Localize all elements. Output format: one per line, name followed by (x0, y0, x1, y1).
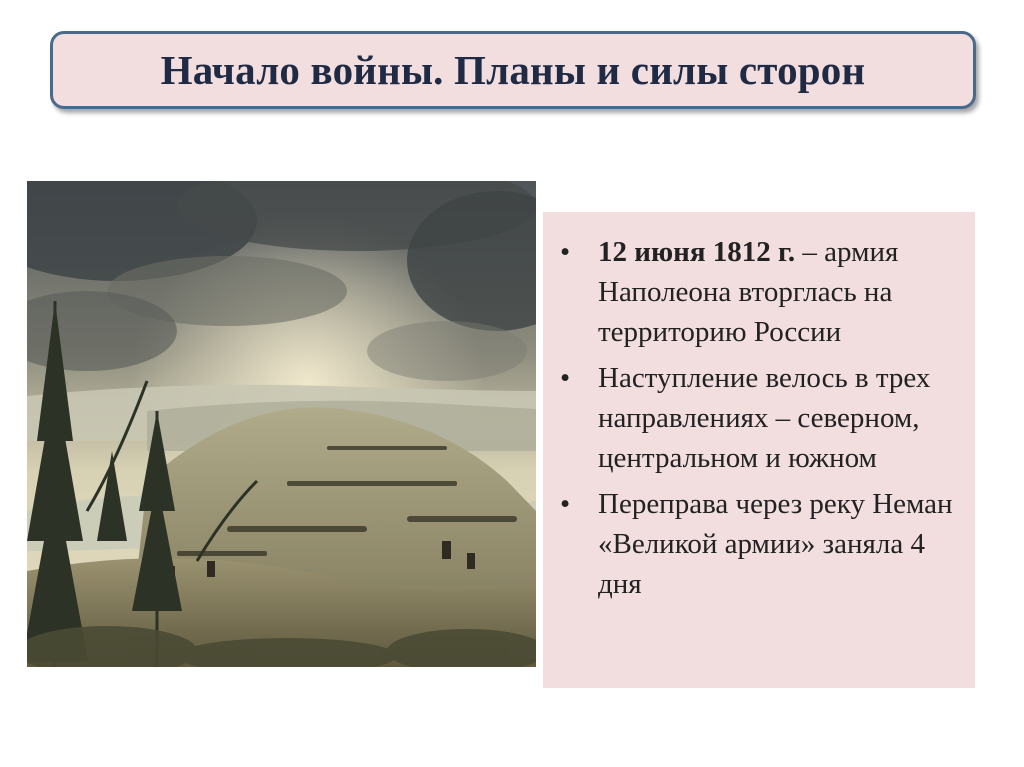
bullet-text: Переправа через реку Неман «Великой армии» заняла 4 дня (598, 488, 953, 600)
text-panel (543, 212, 975, 688)
bullet-text: – армия Наполеона вторглась на территорию России (598, 236, 899, 348)
bullet-item (558, 484, 961, 604)
slide-title: Начало войны. Планы и силы сторон (160, 47, 866, 93)
bullet-text: Наступление велось в трех направлениях – северном, центральном и южном (598, 362, 931, 474)
title-banner (50, 31, 976, 109)
bullet-date: 12 июня 1812 г. (598, 236, 796, 268)
bullet-marker: • (560, 488, 571, 520)
battle-landscape-painting (27, 181, 536, 667)
bullet-marker: • (560, 362, 571, 394)
bullet-list (558, 232, 961, 604)
bullet-item (558, 232, 961, 352)
bullet-item (558, 358, 961, 478)
bullet-marker: • (560, 236, 571, 268)
